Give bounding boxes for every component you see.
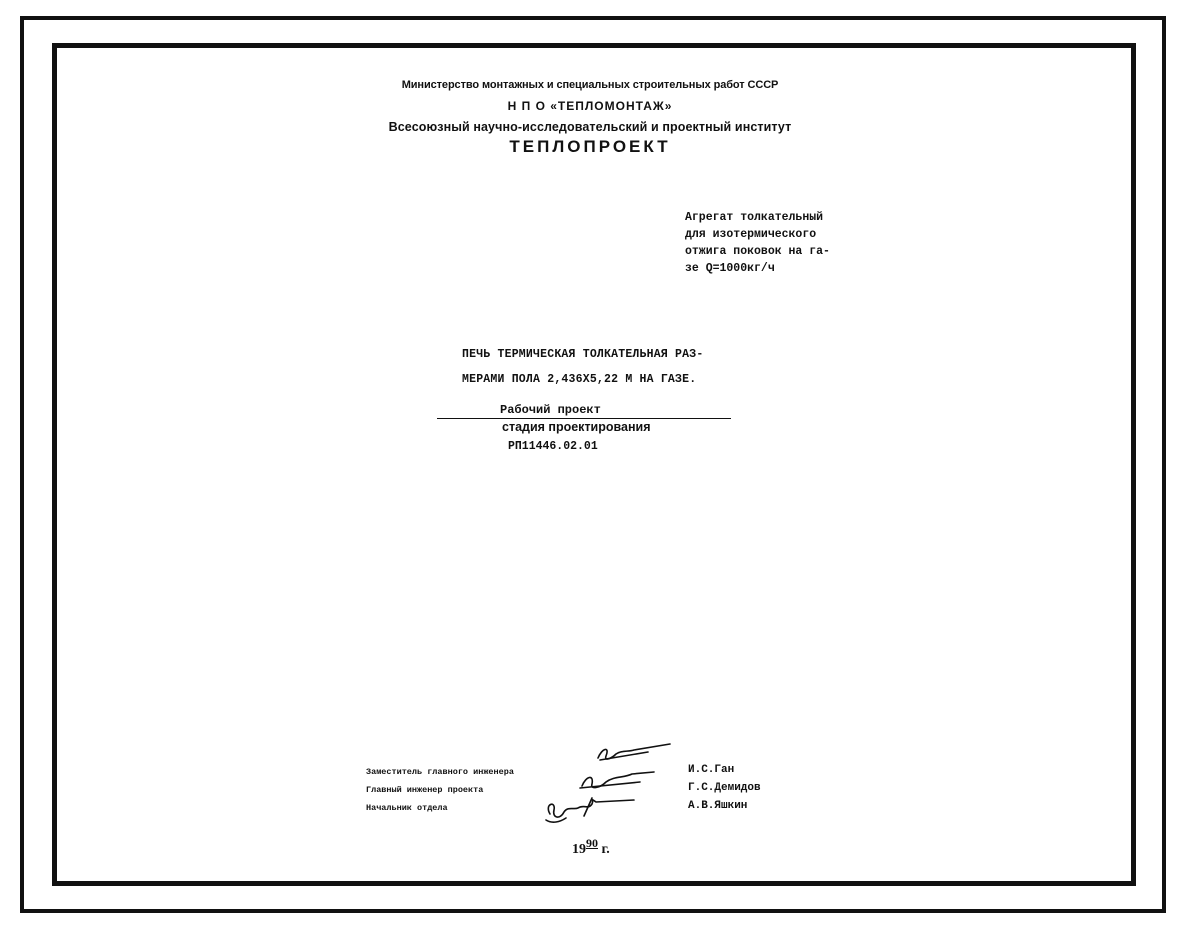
aggregate-description <box>685 209 830 277</box>
institute-line: Всесоюзный научно-исследовательский и проектный институт <box>388 120 792 134</box>
signature-names <box>688 761 761 815</box>
signature-roles <box>366 763 514 817</box>
document-title-line-1: ПЕЧЬ ТЕРМИЧЕСКАЯ ТОЛКАТЕЛЬНАЯ РАЗ- <box>462 348 704 361</box>
role-deputy-chief-engineer: Заместитель главного инженера <box>366 767 514 777</box>
handwritten-signatures <box>530 738 680 828</box>
aggregate-line: для изотермического <box>685 228 817 241</box>
ministry-line: Министерство монтажных и специальных строительных работ СССР <box>401 79 779 91</box>
name-deputy-chief-engineer: И.С.Ган <box>688 764 735 776</box>
year-suffix: 90 <box>586 836 598 850</box>
document-year <box>572 836 610 858</box>
name-chief-project-engineer: Г.С.Демидов <box>688 782 761 794</box>
aggregate-line: отжига поковок на га- <box>685 245 830 258</box>
npo-line: Н П О «ТЕПЛОМОНТАЖ» <box>507 99 673 113</box>
document-code: РП11446.02.01 <box>508 440 598 453</box>
stage-label: Рабочий проект <box>500 403 601 417</box>
stage-caption: стадия проектирования <box>502 420 651 434</box>
aggregate-line: Агрегат толкательный <box>685 211 824 224</box>
year-abbreviation: г. <box>598 842 610 857</box>
name-department-head: А.В.Яшкин <box>688 800 748 812</box>
role-chief-project-engineer: Главный инженер проекта <box>366 785 484 795</box>
role-department-head: Начальник отдела <box>366 803 448 813</box>
aggregate-line: зе Q=1000кг/ч <box>685 262 775 275</box>
stage-divider <box>437 418 731 419</box>
document-title-line-2: МЕРАМИ ПОЛА 2,436Х5,22 М НА ГАЗЕ. <box>462 373 697 386</box>
institute-name: ТЕПЛОПРОЕКТ <box>509 137 671 156</box>
year-prefix: 19 <box>572 842 586 857</box>
